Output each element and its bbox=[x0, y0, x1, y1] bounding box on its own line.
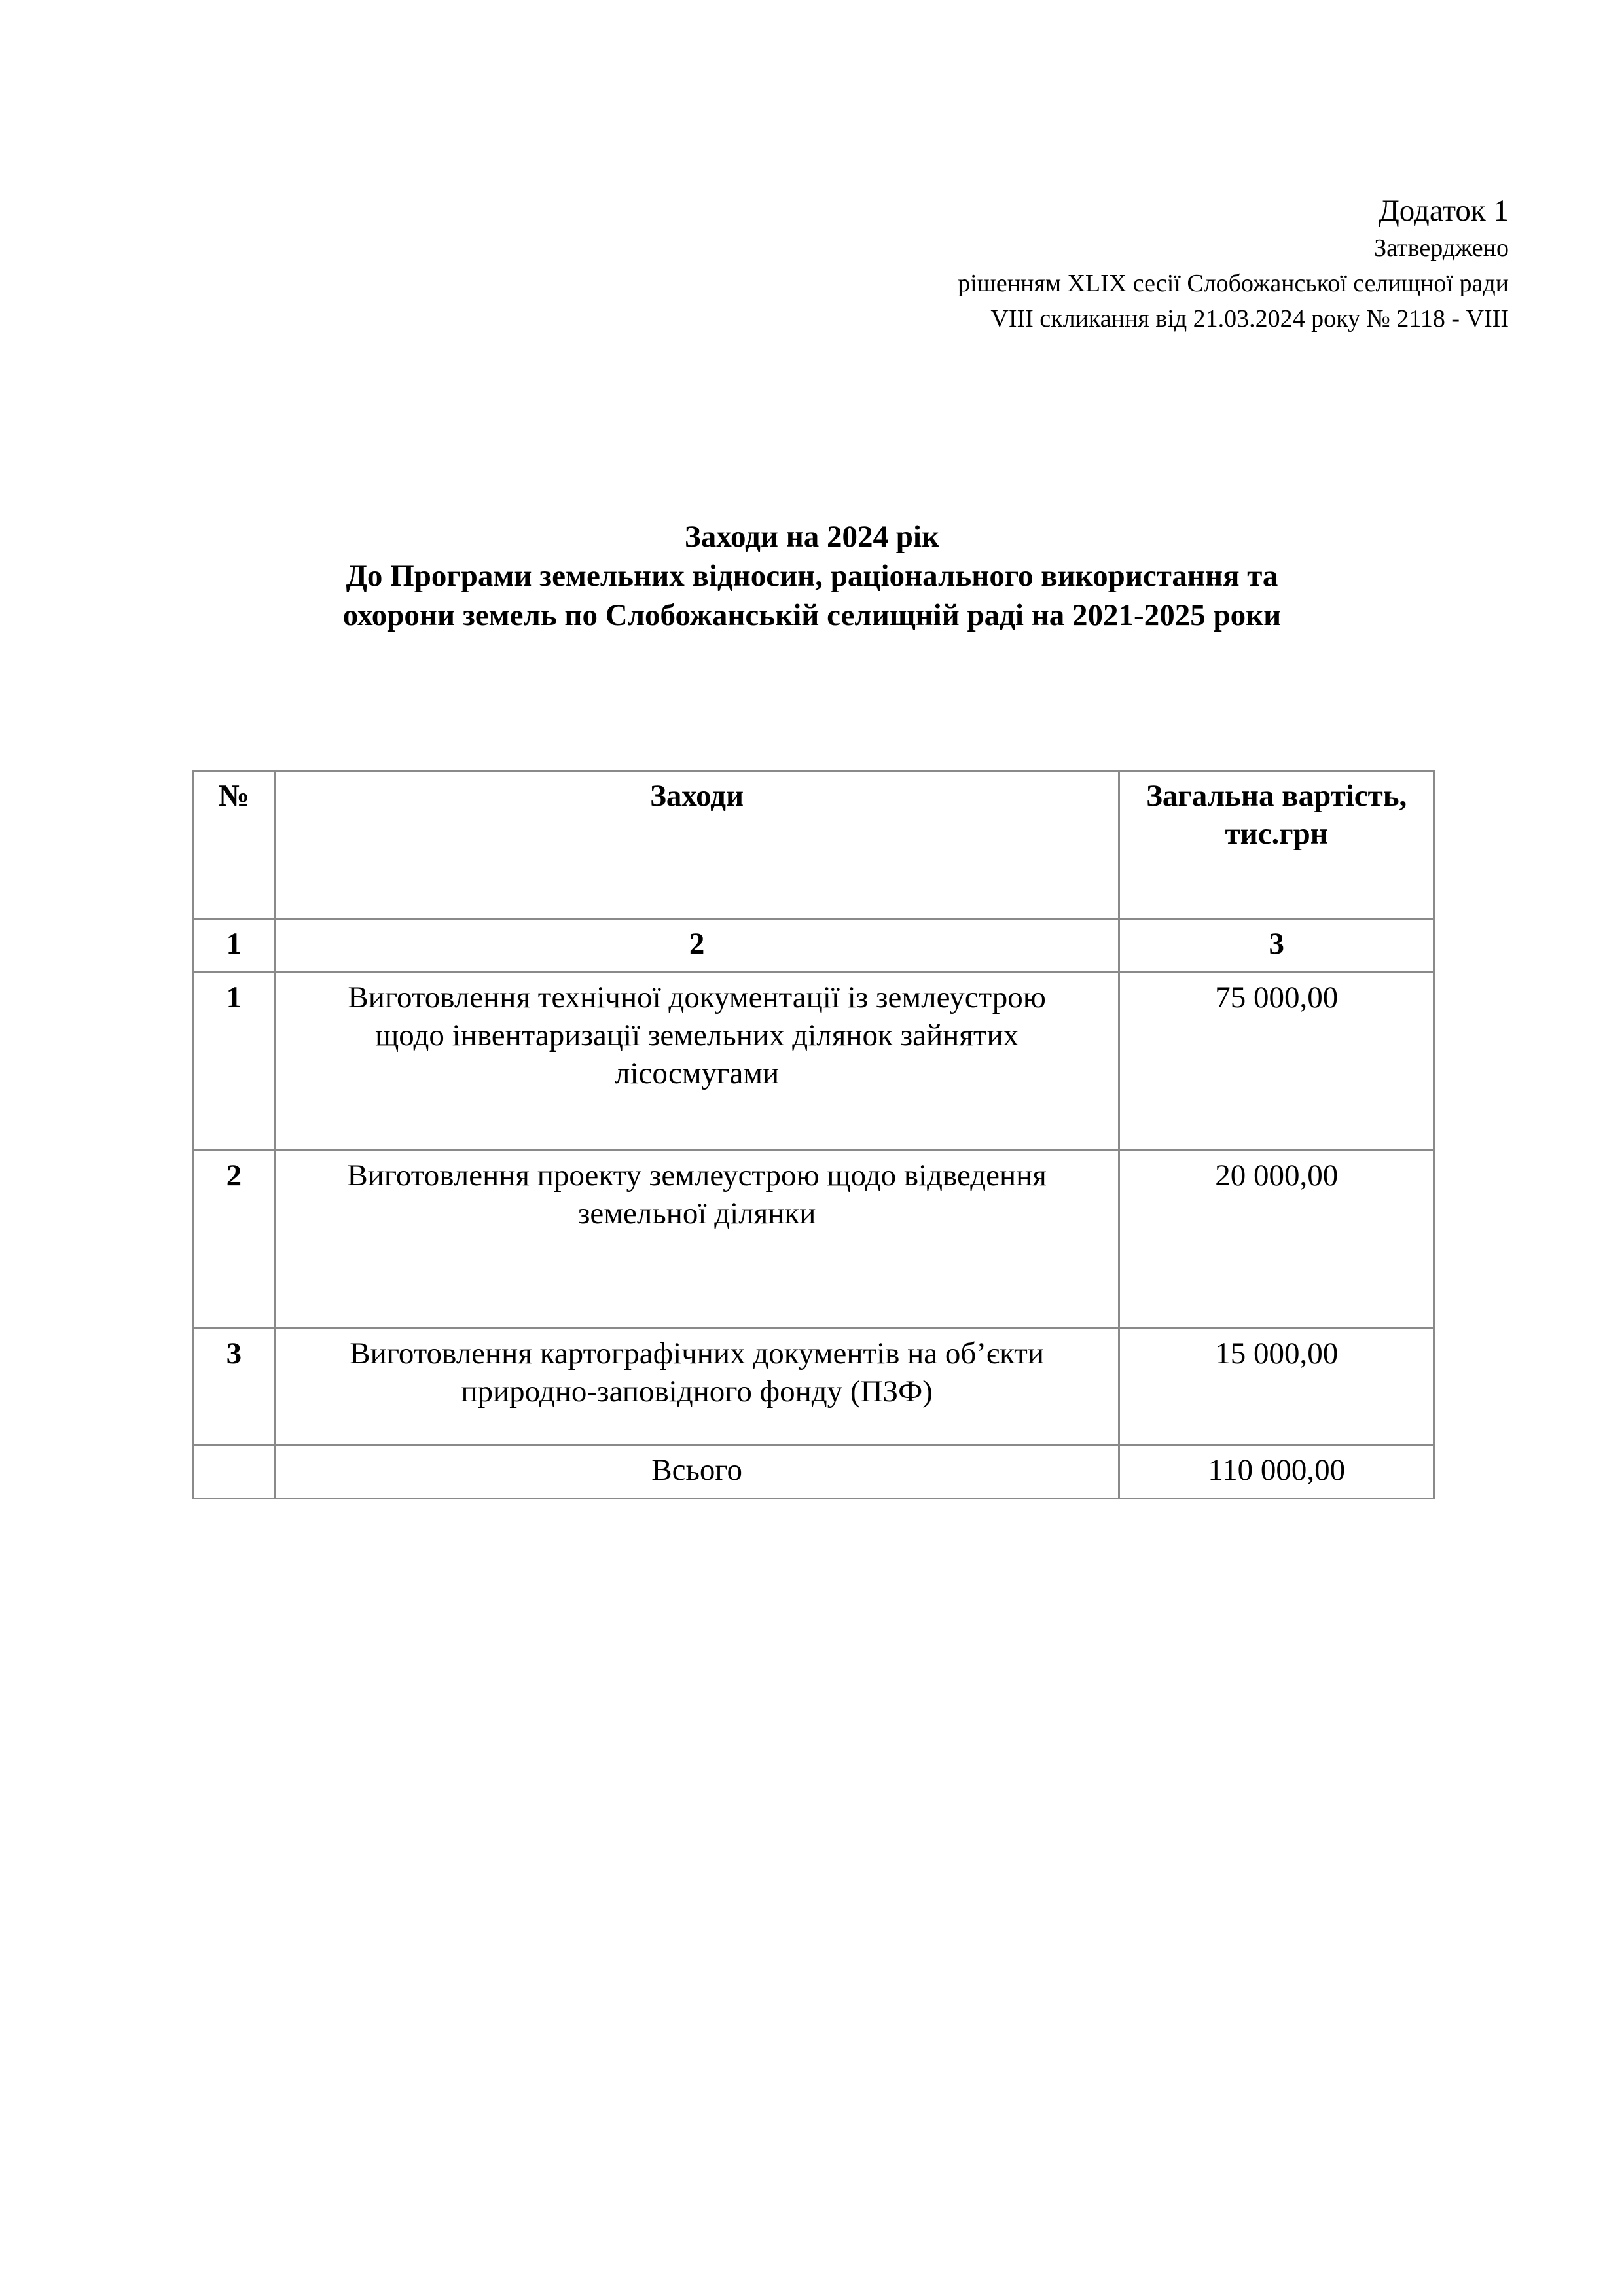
row-number: 3 bbox=[194, 1329, 275, 1445]
convocation-line: VIII скликання від 21.03.2024 року № 2118 - VIII bbox=[990, 305, 1509, 332]
row-number: 2 bbox=[194, 1151, 275, 1329]
total-row bbox=[194, 1445, 1434, 1499]
header-number: № bbox=[194, 771, 275, 919]
column-index-1: 1 bbox=[194, 919, 275, 973]
column-index-row bbox=[194, 919, 1434, 973]
row-description-line: щодо інвентаризації земельних ділянок зайнятих bbox=[375, 1018, 1019, 1052]
column-index-3: 3 bbox=[1119, 919, 1434, 973]
title-line-1: Заходи на 2024 рік bbox=[684, 520, 940, 554]
column-index-2: 2 bbox=[274, 919, 1119, 973]
header-total-cost-line1: Загальна вартість, bbox=[1146, 779, 1407, 813]
total-label: Всього bbox=[274, 1445, 1119, 1499]
total-number-cell bbox=[194, 1445, 275, 1499]
row-description-line: земельної ділянки bbox=[577, 1196, 816, 1230]
title-line-2: До Програми земельних відносин, раціонального використання та bbox=[346, 559, 1278, 593]
title-line-3: охорони земель по Слобожанській селищній раді на 2021-2025 роки bbox=[342, 598, 1282, 632]
measures-table bbox=[192, 770, 1435, 1499]
row-description bbox=[274, 1151, 1119, 1329]
table-row bbox=[194, 1151, 1434, 1329]
header-measures: Заходи bbox=[274, 771, 1119, 919]
approved-label: Затверджено bbox=[1374, 234, 1509, 262]
row-cost: 15 000,00 bbox=[1119, 1329, 1434, 1445]
table-row bbox=[194, 973, 1434, 1151]
document-title bbox=[0, 517, 1624, 635]
row-description-line: Виготовлення технічної документації із землеустрою bbox=[348, 980, 1046, 1014]
row-number: 1 bbox=[194, 973, 275, 1151]
row-cost: 75 000,00 bbox=[1119, 973, 1434, 1151]
approval-block bbox=[958, 191, 1509, 336]
row-description-line: лісосмугами bbox=[615, 1056, 780, 1090]
row-description bbox=[274, 1329, 1119, 1445]
decision-line: рішенням XLIX сесії Слобожанської селищної ради bbox=[958, 270, 1509, 297]
row-description-line: Виготовлення картографічних документів на об’єкти bbox=[350, 1336, 1044, 1371]
table-row bbox=[194, 1329, 1434, 1445]
header-total-cost-line2: тис.грн bbox=[1225, 817, 1328, 851]
total-value: 110 000,00 bbox=[1119, 1445, 1434, 1499]
appendix-label: Додаток 1 bbox=[1378, 194, 1509, 228]
row-description-line: Виготовлення проекту землеустрою щодо відведення bbox=[347, 1158, 1047, 1193]
table-header-row bbox=[194, 771, 1434, 919]
row-description bbox=[274, 973, 1119, 1151]
row-description-line: природно-заповідного фонду (ПЗФ) bbox=[461, 1374, 933, 1408]
header-total-cost bbox=[1119, 771, 1434, 919]
row-cost: 20 000,00 bbox=[1119, 1151, 1434, 1329]
